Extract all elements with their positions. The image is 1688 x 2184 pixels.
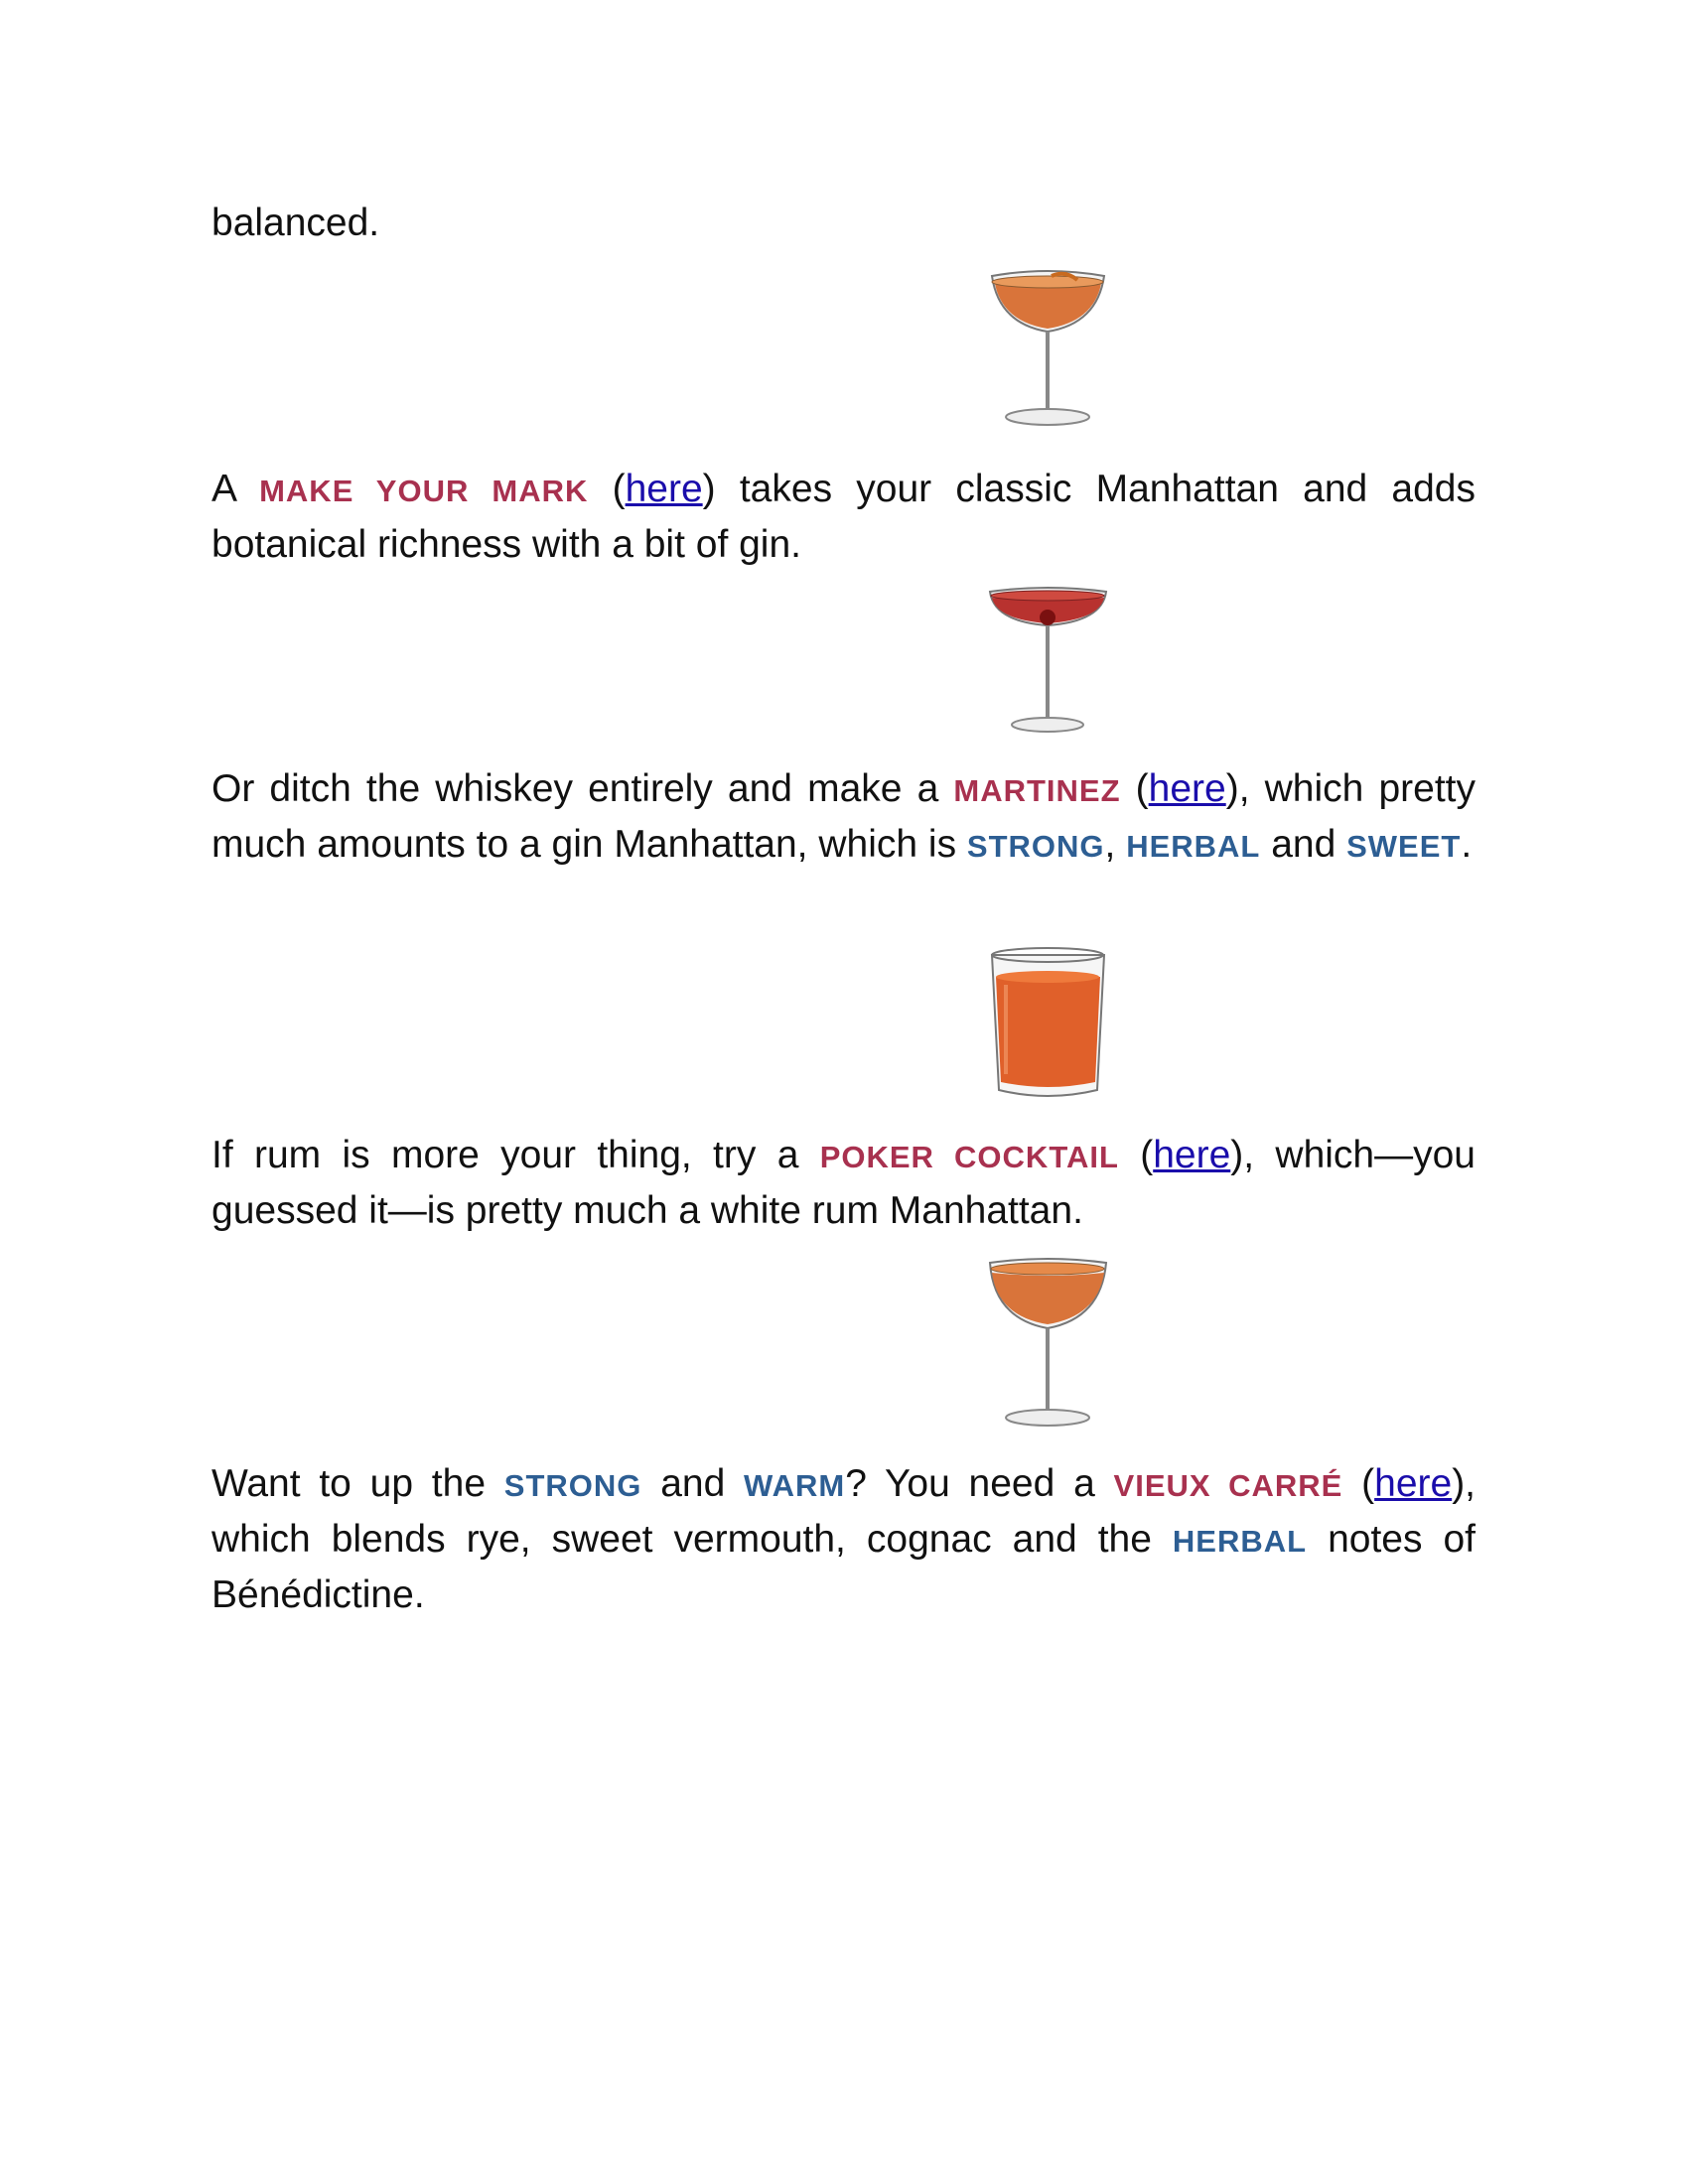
flavor-tag: WARM — [744, 1468, 846, 1503]
flavor-tag: STRONG — [503, 1468, 642, 1503]
recipe-link[interactable]: here — [1153, 1134, 1231, 1176]
cocktail-name: MARTINEZ — [953, 773, 1121, 808]
flavor-tag: HERBAL — [1172, 1524, 1308, 1559]
cocktail-name: MAKE YOUR MARK — [259, 474, 589, 508]
paragraph-vieux-carre: Want to up the STRONG and WARM? You need a VIEUX CARRÉ (here), which blends rye, sweet vermouth, cognac and the HERBAL notes of Bénédictine. — [211, 1462, 1477, 1616]
cocktail-name: POKER COCKTAIL — [819, 1140, 1119, 1174]
coupe-glass-icon — [986, 266, 1110, 435]
recipe-link[interactable]: here — [1148, 767, 1226, 810]
paragraph-poker-cocktail: If rum is more your thing, try a POKER COCKTAIL (here), which—you guessed it—is pretty much a white rum Manhattan. — [211, 1134, 1476, 1232]
recipe-link[interactable]: here — [1374, 1462, 1453, 1505]
paragraph-make-your-mark: A MAKE YOUR MARK (here) takes your classic Manhattan and adds botanical richness with a bit of gin. — [211, 468, 1476, 566]
recipe-link[interactable]: here — [625, 468, 703, 510]
cocktail-name: VIEUX CARRÉ — [1113, 1468, 1343, 1503]
intro-text: balanced. — [211, 202, 380, 244]
coupe-glass-icon — [986, 1253, 1110, 1432]
rocks-glass-icon — [986, 945, 1110, 1104]
coupe-glass-cherry-icon — [986, 584, 1110, 738]
flavor-tag: SWEET — [1346, 829, 1462, 864]
paragraph-martinez: Or ditch the whiskey entirely and make a MARTINEZ (here), which pretty much amounts to a gin Manhattan, which is STRONG, HERBAL and SWEET. — [211, 767, 1476, 866]
flavor-tag: STRONG — [966, 829, 1105, 864]
flavor-tag: HERBAL — [1126, 829, 1261, 864]
